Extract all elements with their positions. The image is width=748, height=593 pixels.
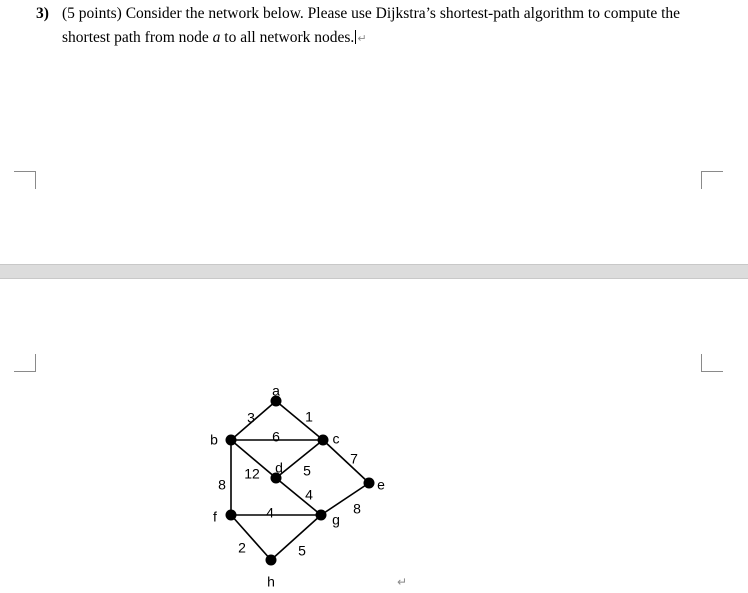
node-a-label: a bbox=[272, 382, 280, 399]
node-d-label: d bbox=[275, 459, 283, 476]
question-text-before-node: shortest path from node bbox=[62, 29, 209, 46]
edge-f-h bbox=[231, 515, 271, 560]
edge-weight-f-h: 2 bbox=[238, 539, 246, 556]
node-h-label: h bbox=[267, 573, 275, 590]
node-f-label: f bbox=[213, 508, 217, 525]
edge-e-g bbox=[321, 483, 369, 515]
question-text-after-node: to all network nodes. bbox=[224, 29, 355, 46]
question-number: 3) bbox=[36, 5, 49, 22]
end-paragraph-mark-icon: ↵ bbox=[397, 575, 408, 589]
edge-weight-a-b: 3 bbox=[247, 409, 255, 426]
edge-weight-f-g: 4 bbox=[266, 504, 274, 521]
node-f-dot bbox=[226, 510, 237, 521]
edge-weight-e-g: 8 bbox=[353, 500, 361, 517]
edge-weight-c-e: 7 bbox=[350, 450, 358, 467]
paragraph-mark-icon: ↵ bbox=[357, 32, 367, 45]
edge-g-h bbox=[271, 515, 321, 560]
edge-weight-d-g: 4 bbox=[305, 486, 313, 503]
edge-weight-g-h: 5 bbox=[298, 542, 306, 559]
node-g-label: g bbox=[332, 511, 340, 528]
edge-a-c bbox=[276, 401, 323, 440]
edge-c-d bbox=[276, 440, 323, 478]
edge-weight-c-d: 5 bbox=[303, 462, 311, 479]
edge-weight-b-c: 6 bbox=[272, 428, 280, 445]
edge-weight-b-f: 8 bbox=[218, 476, 226, 493]
question-text-line-1: Consider the network below. Please use Dijkstra’s shortest-path algorithm to compute the bbox=[125, 5, 681, 22]
edge-weight-a-c: 1 bbox=[305, 408, 313, 425]
edge-d-g bbox=[276, 478, 321, 515]
node-c-dot bbox=[318, 435, 329, 446]
node-b-dot bbox=[226, 435, 237, 446]
edge-weight-b-d: 12 bbox=[244, 465, 260, 482]
node-b-label: b bbox=[210, 431, 218, 448]
edge-c-e bbox=[323, 440, 369, 483]
node-e-label: e bbox=[377, 476, 385, 493]
question-points: (5 points) bbox=[62, 5, 122, 22]
node-e-dot bbox=[364, 478, 375, 489]
node-g-dot bbox=[316, 510, 327, 521]
node-h-dot bbox=[266, 555, 277, 566]
source-node-name: a bbox=[212, 29, 221, 46]
node-c-label: c bbox=[332, 430, 340, 447]
